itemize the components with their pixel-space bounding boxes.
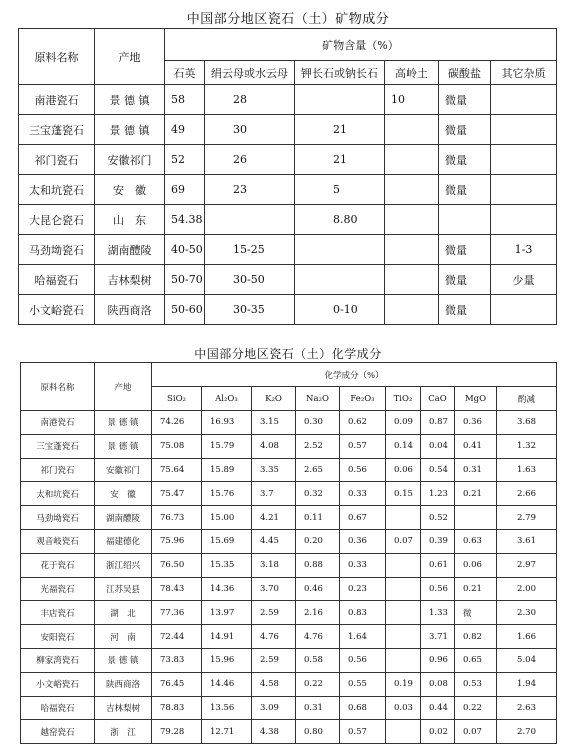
value-cell: 13.97 [202, 601, 252, 625]
table-row [21, 672, 557, 696]
material-name-cell: 丰店瓷石 [21, 601, 95, 625]
value-cell: 69 [165, 175, 205, 205]
origin-cell: 吉林梨树 [95, 265, 165, 295]
value-cell [385, 205, 439, 235]
value-cell: 1.63 [497, 458, 557, 482]
value-cell: 12.71 [202, 720, 252, 744]
header-origin: 产地 [95, 363, 152, 411]
table-row [19, 115, 557, 145]
value-cell: 0.07 [455, 720, 497, 744]
mineral-composition-table [18, 28, 557, 325]
table-row [21, 434, 557, 458]
table-row [21, 482, 557, 506]
material-name-cell: 哈福瓷石 [19, 265, 95, 295]
value-cell: 微量 [439, 115, 491, 145]
origin-cell: 安徽祁门 [95, 145, 165, 175]
value-cell [386, 648, 421, 672]
value-cell: 4.76 [252, 625, 296, 649]
value-cell: 0.15 [386, 482, 421, 506]
origin-cell: 景 德 镇 [95, 434, 152, 458]
value-cell: 0.62 [340, 411, 386, 435]
value-cell [491, 175, 557, 205]
value-cell: 3.70 [252, 577, 296, 601]
value-cell: 0.23 [340, 577, 386, 601]
value-cell: 0.21 [455, 482, 497, 506]
value-cell: 1-3 [491, 235, 557, 265]
value-cell: 30-50 [205, 265, 295, 295]
material-name-cell: 马劲坳瓷石 [19, 235, 95, 265]
value-cell: 2.59 [252, 601, 296, 625]
value-cell: 0.44 [421, 696, 455, 720]
material-name-cell: 哈福瓷石 [21, 696, 95, 720]
origin-cell: 安徽祁门 [95, 458, 152, 482]
value-cell: 0.21 [455, 577, 497, 601]
origin-cell: 安 徽 [95, 482, 152, 506]
value-cell [385, 145, 439, 175]
table-row [21, 601, 557, 625]
value-cell: 0.56 [340, 458, 386, 482]
value-cell [385, 265, 439, 295]
header-chemical-content: 化学成分（%） [152, 363, 557, 387]
value-cell: 0.41 [455, 434, 497, 458]
value-cell: 0.67 [340, 506, 386, 530]
origin-cell: 景 德 镇 [95, 115, 165, 145]
value-cell: 74.26 [152, 411, 202, 435]
table-row [21, 720, 557, 744]
table-row [21, 696, 557, 720]
value-cell: 78.83 [152, 696, 202, 720]
value-cell: 16.93 [202, 411, 252, 435]
value-cell: 微量 [439, 295, 491, 325]
value-cell: 49 [165, 115, 205, 145]
material-name-cell: 小文峪瓷石 [21, 672, 95, 696]
value-cell: 微量 [439, 265, 491, 295]
value-cell: 21 [295, 115, 385, 145]
value-cell: 0.07 [386, 529, 421, 553]
value-cell [386, 577, 421, 601]
table-row [21, 577, 557, 601]
header-mineral-content: 矿物含量（%） [165, 29, 557, 61]
value-cell: 1.33 [421, 601, 455, 625]
table-row [21, 648, 557, 672]
table-row [21, 625, 557, 649]
header-sio2: SiO₂ [152, 387, 202, 411]
value-cell: 2.65 [296, 458, 340, 482]
value-cell: 0.56 [421, 577, 455, 601]
value-cell: 0.61 [421, 553, 455, 577]
value-cell: 15.76 [202, 482, 252, 506]
table-row [19, 145, 557, 175]
header-cao: CaO [421, 387, 455, 411]
value-cell: 0.06 [386, 458, 421, 482]
value-cell: 少量 [491, 265, 557, 295]
value-cell: 4.38 [252, 720, 296, 744]
value-cell: 2.52 [296, 434, 340, 458]
mineral-table-title: 中国部分地区瓷石（土）矿物成分 [186, 12, 390, 27]
value-cell: 0.09 [386, 411, 421, 435]
value-cell: 78.43 [152, 577, 202, 601]
value-cell: 0.56 [340, 648, 386, 672]
value-cell [205, 205, 295, 235]
value-cell [385, 115, 439, 145]
origin-cell: 陕西商洛 [95, 295, 165, 325]
value-cell: 77.36 [152, 601, 202, 625]
header-kaolin: 高岭土 [385, 61, 439, 85]
value-cell: 21 [295, 145, 385, 175]
value-cell: 0.22 [296, 672, 340, 696]
value-cell [386, 625, 421, 649]
value-cell: 0.31 [455, 458, 497, 482]
value-cell: 0.57 [340, 434, 386, 458]
value-cell [491, 295, 557, 325]
value-cell: 0.65 [455, 648, 497, 672]
value-cell: 微量 [439, 85, 491, 115]
table-row [19, 205, 557, 235]
header-other-impurities: 其它杂质 [491, 61, 557, 85]
value-cell: 0.52 [421, 506, 455, 530]
value-cell: 76.73 [152, 506, 202, 530]
value-cell: 15.89 [202, 458, 252, 482]
value-cell: 28 [205, 85, 295, 115]
table-row [19, 235, 557, 265]
value-cell: 0.19 [386, 672, 421, 696]
value-cell: 2.97 [497, 553, 557, 577]
table-row [21, 458, 557, 482]
material-name-cell: 小文峪瓷石 [19, 295, 95, 325]
value-cell: 2.70 [497, 720, 557, 744]
value-cell: 50-70 [165, 265, 205, 295]
table-row [21, 529, 557, 553]
value-cell: 0.30 [296, 411, 340, 435]
value-cell: 0.53 [455, 672, 497, 696]
value-cell: 0.82 [455, 625, 497, 649]
value-cell: 0.87 [421, 411, 455, 435]
value-cell: 1.32 [497, 434, 557, 458]
value-cell: 0.08 [421, 672, 455, 696]
value-cell: 76.45 [152, 672, 202, 696]
value-cell: 5.04 [497, 648, 557, 672]
value-cell: 2.30 [497, 601, 557, 625]
value-cell: 15.96 [202, 648, 252, 672]
value-cell: 75.08 [152, 434, 202, 458]
material-name-cell: 太和坑瓷石 [21, 482, 95, 506]
material-name-cell: 南港瓷石 [19, 85, 95, 115]
value-cell: 3.61 [497, 529, 557, 553]
value-cell: 15.69 [202, 529, 252, 553]
value-cell: 2.66 [497, 482, 557, 506]
origin-cell: 浙 江 [95, 720, 152, 744]
value-cell: 1.66 [497, 625, 557, 649]
material-name-cell: 三宝蓬瓷石 [19, 115, 95, 145]
value-cell: 15-25 [205, 235, 295, 265]
table-row [21, 411, 557, 435]
value-cell: 3.09 [252, 696, 296, 720]
value-cell: 14.91 [202, 625, 252, 649]
value-cell: 4.21 [252, 506, 296, 530]
material-name-cell: 越窑瓷石 [21, 720, 95, 744]
value-cell: 2.63 [497, 696, 557, 720]
value-cell: 0.80 [296, 720, 340, 744]
material-name-cell: 大昆仑瓷石 [19, 205, 95, 235]
origin-cell: 湖 北 [95, 601, 152, 625]
value-cell: 79.28 [152, 720, 202, 744]
origin-cell: 福建德化 [95, 529, 152, 553]
material-name-cell: 三宝蓬瓷石 [21, 434, 95, 458]
header-sericite: 绢云母或水云母 [205, 61, 295, 85]
material-name-cell: 光福瓷石 [21, 577, 95, 601]
table-row [21, 553, 557, 577]
header-material-name: 原料名称 [19, 29, 95, 85]
value-cell [386, 506, 421, 530]
table-row [19, 85, 557, 115]
value-cell: 4.76 [296, 625, 340, 649]
value-cell: 3.18 [252, 553, 296, 577]
table-row [19, 295, 557, 325]
value-cell: 0.03 [386, 696, 421, 720]
material-name-cell: 祁门瓷石 [19, 145, 95, 175]
value-cell: 5 [295, 175, 385, 205]
header-k2o: K₂O [252, 387, 296, 411]
value-cell: 75.96 [152, 529, 202, 553]
material-name-cell: 柳家湾瓷石 [21, 648, 95, 672]
chemical-table-title: 中国部分地区瓷石（土）化学成分 [194, 347, 382, 361]
value-cell: 0.57 [340, 720, 386, 744]
value-cell [491, 85, 557, 115]
origin-cell: 安 徽 [95, 175, 165, 205]
value-cell: 0.36 [455, 411, 497, 435]
value-cell: 微量 [439, 145, 491, 175]
value-cell: 0.32 [296, 482, 340, 506]
value-cell: 3.71 [421, 625, 455, 649]
value-cell: 微 [455, 601, 497, 625]
origin-cell: 河 南 [95, 625, 152, 649]
value-cell: 4.45 [252, 529, 296, 553]
value-cell: 3.68 [497, 411, 557, 435]
value-cell: 26 [205, 145, 295, 175]
value-cell [385, 175, 439, 205]
material-name-cell: 祁门瓷石 [21, 458, 95, 482]
value-cell: 0.63 [455, 529, 497, 553]
value-cell: 0.39 [421, 529, 455, 553]
value-cell: 23 [205, 175, 295, 205]
table-row [21, 506, 557, 530]
origin-cell: 山 东 [95, 205, 165, 235]
value-cell: 0.68 [340, 696, 386, 720]
value-cell: 0.58 [296, 648, 340, 672]
value-cell [386, 553, 421, 577]
value-cell: 3.7 [252, 482, 296, 506]
value-cell: 微量 [439, 235, 491, 265]
value-cell: 2.16 [296, 601, 340, 625]
header-al2o3: Al₂O₃ [202, 387, 252, 411]
header-material-name: 原料名称 [21, 363, 95, 411]
header-mgo: MgO [455, 387, 497, 411]
chemical-composition-table [20, 362, 557, 744]
value-cell: 52 [165, 145, 205, 175]
value-cell [439, 205, 491, 235]
value-cell: 4.58 [252, 672, 296, 696]
value-cell [385, 295, 439, 325]
value-cell: 30-35 [205, 295, 295, 325]
header-origin: 产地 [95, 29, 165, 85]
value-cell: 1.94 [497, 672, 557, 696]
value-cell: 8.80 [295, 205, 385, 235]
value-cell: 0.96 [421, 648, 455, 672]
value-cell: 0.54 [421, 458, 455, 482]
value-cell: 13.56 [202, 696, 252, 720]
value-cell: 1.64 [340, 625, 386, 649]
value-cell: 3.15 [252, 411, 296, 435]
value-cell: 2.59 [252, 648, 296, 672]
value-cell [385, 235, 439, 265]
material-name-cell: 观音岐瓷石 [21, 529, 95, 553]
value-cell: 0.04 [421, 434, 455, 458]
header-feldspar: 钾长石或钠长石 [295, 61, 385, 85]
value-cell: 2.79 [497, 506, 557, 530]
value-cell: 0.22 [455, 696, 497, 720]
value-cell: 0.33 [340, 482, 386, 506]
header-tio2: TiO₂ [386, 387, 421, 411]
value-cell [386, 601, 421, 625]
value-cell [295, 85, 385, 115]
value-cell: 73.83 [152, 648, 202, 672]
value-cell [491, 205, 557, 235]
header-fe2o3: Fe₂O₃ [340, 387, 386, 411]
value-cell: 1.23 [421, 482, 455, 506]
table-row [19, 175, 557, 205]
value-cell: 0.31 [296, 696, 340, 720]
origin-cell: 浙江绍兴 [95, 553, 152, 577]
value-cell: 微量 [439, 175, 491, 205]
header-quartz: 石英 [165, 61, 205, 85]
origin-cell: 吉林梨树 [95, 696, 152, 720]
table-row [19, 265, 557, 295]
value-cell: 3.35 [252, 458, 296, 482]
value-cell [295, 265, 385, 295]
value-cell: 0-10 [295, 295, 385, 325]
value-cell: 0.33 [340, 553, 386, 577]
value-cell: 15.35 [202, 553, 252, 577]
value-cell [491, 115, 557, 145]
value-cell: 58 [165, 85, 205, 115]
value-cell: 14.46 [202, 672, 252, 696]
value-cell: 40-50 [165, 235, 205, 265]
material-name-cell: 南港瓷石 [21, 411, 95, 435]
value-cell: 54.38 [165, 205, 205, 235]
value-cell: 0.02 [421, 720, 455, 744]
material-name-cell: 安阳瓷石 [21, 625, 95, 649]
value-cell: 0.11 [296, 506, 340, 530]
origin-cell: 湖南醴陵 [95, 506, 152, 530]
value-cell: 75.64 [152, 458, 202, 482]
value-cell: 0.55 [340, 672, 386, 696]
value-cell: 15.00 [202, 506, 252, 530]
value-cell [386, 720, 421, 744]
value-cell [295, 235, 385, 265]
header-na2o: Na₂O [296, 387, 340, 411]
origin-cell: 湖南醴陵 [95, 235, 165, 265]
value-cell: 14.36 [202, 577, 252, 601]
value-cell [455, 506, 497, 530]
value-cell: 50-60 [165, 295, 205, 325]
value-cell: 0.20 [296, 529, 340, 553]
value-cell: 0.46 [296, 577, 340, 601]
value-cell: 2.00 [497, 577, 557, 601]
value-cell: 4.08 [252, 434, 296, 458]
value-cell: 76.50 [152, 553, 202, 577]
material-name-cell: 太和坑瓷石 [19, 175, 95, 205]
value-cell: 75.47 [152, 482, 202, 506]
value-cell: 10 [385, 85, 439, 115]
value-cell: 0.14 [386, 434, 421, 458]
value-cell: 0.06 [455, 553, 497, 577]
header-carbonate: 碳酸盐 [439, 61, 491, 85]
header-loss-on-ignition: 酌减 [497, 387, 557, 411]
value-cell [491, 145, 557, 175]
origin-cell: 景 德 镇 [95, 411, 152, 435]
value-cell: 0.88 [296, 553, 340, 577]
origin-cell: 陕西商洛 [95, 672, 152, 696]
value-cell: 72.44 [152, 625, 202, 649]
material-name-cell: 花于瓷石 [21, 553, 95, 577]
origin-cell: 景 德 镇 [95, 648, 152, 672]
value-cell: 15.79 [202, 434, 252, 458]
value-cell: 30 [205, 115, 295, 145]
origin-cell: 江苏吴县 [95, 577, 152, 601]
material-name-cell: 马劲坳瓷石 [21, 506, 95, 530]
value-cell: 0.83 [340, 601, 386, 625]
value-cell: 0.36 [340, 529, 386, 553]
origin-cell: 景 德 镇 [95, 85, 165, 115]
